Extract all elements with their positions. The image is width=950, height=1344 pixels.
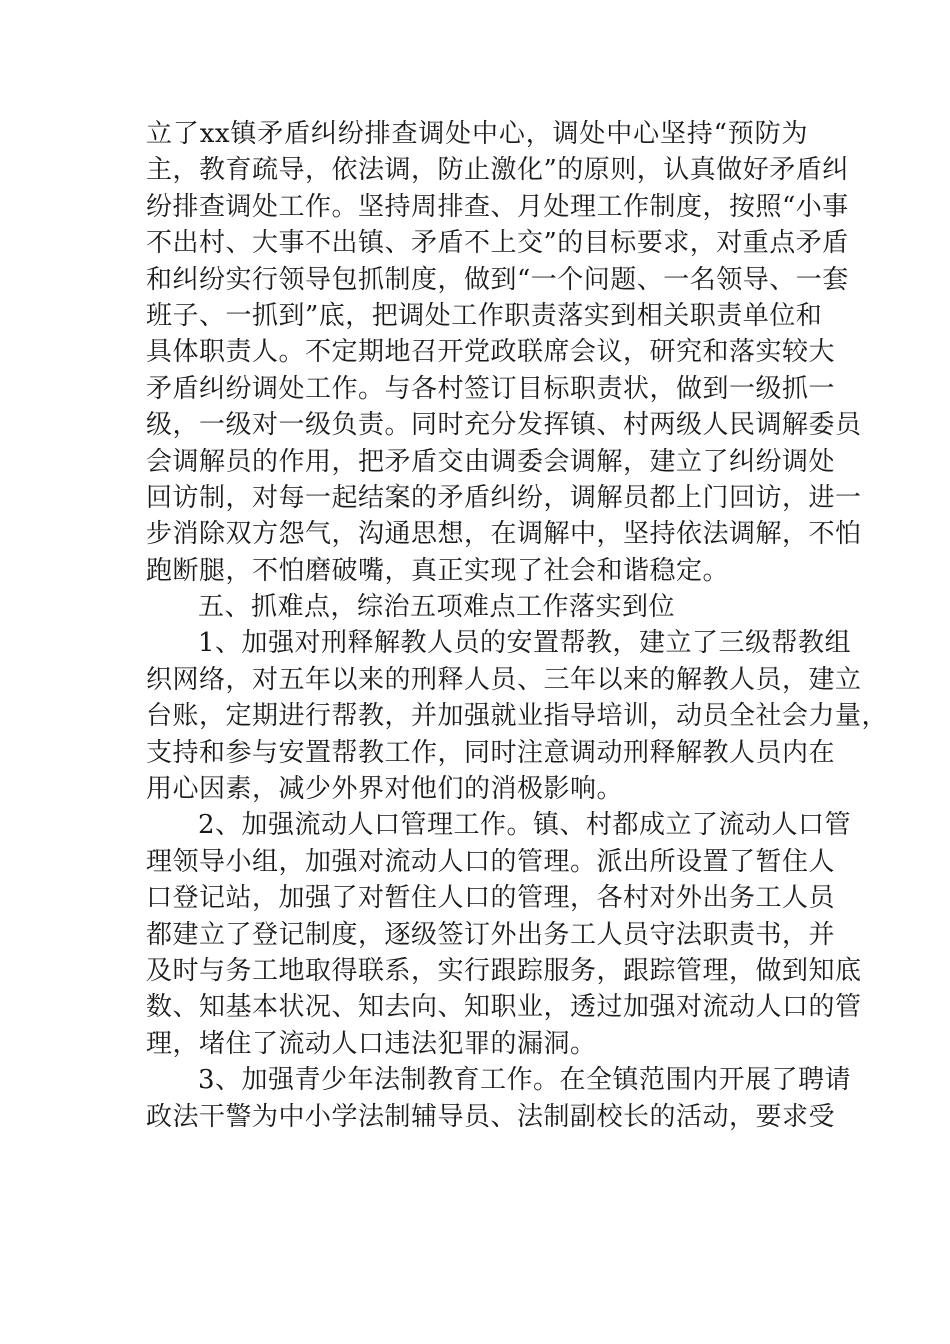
text-line: 具体职责人。不定期地召开党政联席会议，研究和落实较大 bbox=[146, 337, 836, 368]
text-line: 织网络，对五年以来的刑释人员、三年以来的解教人员，建立 bbox=[146, 664, 862, 695]
text-line: 用心因素，减少外界对他们的消极影响。 bbox=[146, 774, 624, 805]
text-line: 步消除双方怨气，沟通思想，在调解中，坚持依法调解，不怕 bbox=[146, 519, 862, 550]
text-line: 跑断腿，不怕磨破嘴，真正实现了社会和谐稳定。 bbox=[146, 555, 730, 586]
text-line: 支持和参与安置帮教工作，同时注意调动刑释解教人员内在 bbox=[146, 737, 836, 768]
text-line: 理领导小组，加强对流动人口的管理。派出所设置了暂住人 bbox=[146, 846, 836, 877]
text-line: 回访制，对每一起结案的矛盾纠纷，调解员都上门回访，进一 bbox=[146, 482, 862, 513]
text-line: 不出村、大事不出镇、矛盾不上交”的目标要求，对重点矛盾 bbox=[146, 228, 849, 259]
section-heading: 五、抓难点，综治五项难点工作落实到位 bbox=[198, 592, 676, 623]
text-line: 主，教育疏导，依法调，防止激化”的原则，认真做好矛盾纠 bbox=[146, 155, 849, 186]
text-line: 政法干警为中小学法制辅导员、法制副校长的活动，要求受 bbox=[146, 1101, 836, 1132]
text-line: 口登记站，加强了对暂住人口的管理，各村对外出务工人员 bbox=[146, 883, 836, 914]
text-line: 级，一级对一级负责。同时充分发挥镇、村两级人民调解委员 bbox=[146, 410, 862, 441]
text-line: 班子、一抓到”底，把调处工作职责落实到相关职责单位和 bbox=[146, 300, 823, 331]
text-line: 及时与务工地取得联系，实行跟踪服务，跟踪管理，做到知底 bbox=[146, 955, 862, 986]
text-line: 和纠纷实行领导包抓制度，做到“一个问题、一名领导、一套 bbox=[146, 264, 849, 295]
paragraph-first-line: 1、加强对刑释解教人员的安置帮教，建立了三级帮教组 bbox=[198, 628, 852, 659]
paragraph-first-line: 2、加强流动人口管理工作。镇、村都成立了流动人口管 bbox=[198, 810, 852, 841]
text-line: 理，堵住了流动人口违法犯罪的漏洞。 bbox=[146, 1028, 597, 1059]
text-line: 立了xx镇矛盾纠纷排查调处中心，调处中心坚持“预防为 bbox=[146, 119, 808, 149]
text-line: 都建立了登记制度，逐级签订外出务工人员守法职责书，并 bbox=[146, 919, 836, 950]
text-line: 数、知基本状况、知去向、知职业，透过加强对流动人口的管 bbox=[146, 992, 862, 1023]
text-line: 纷排查调处工作。坚持周排查、月处理工作制度，按照“小事 bbox=[146, 191, 849, 222]
text-line: 台账，定期进行帮教，并加强就业指导培训，动员全社会力量， bbox=[146, 701, 889, 732]
paragraph-first-line: 3、加强青少年法制教育工作。在全镇范围内开展了聘请 bbox=[198, 1065, 852, 1096]
document-body bbox=[146, 116, 889, 1135]
text-line: 矛盾纠纷调处工作。与各村签订目标职责状，做到一级抓一 bbox=[146, 373, 836, 404]
text-line: 会调解员的作用，把矛盾交由调委会调解，建立了纠纷调处 bbox=[146, 446, 836, 477]
